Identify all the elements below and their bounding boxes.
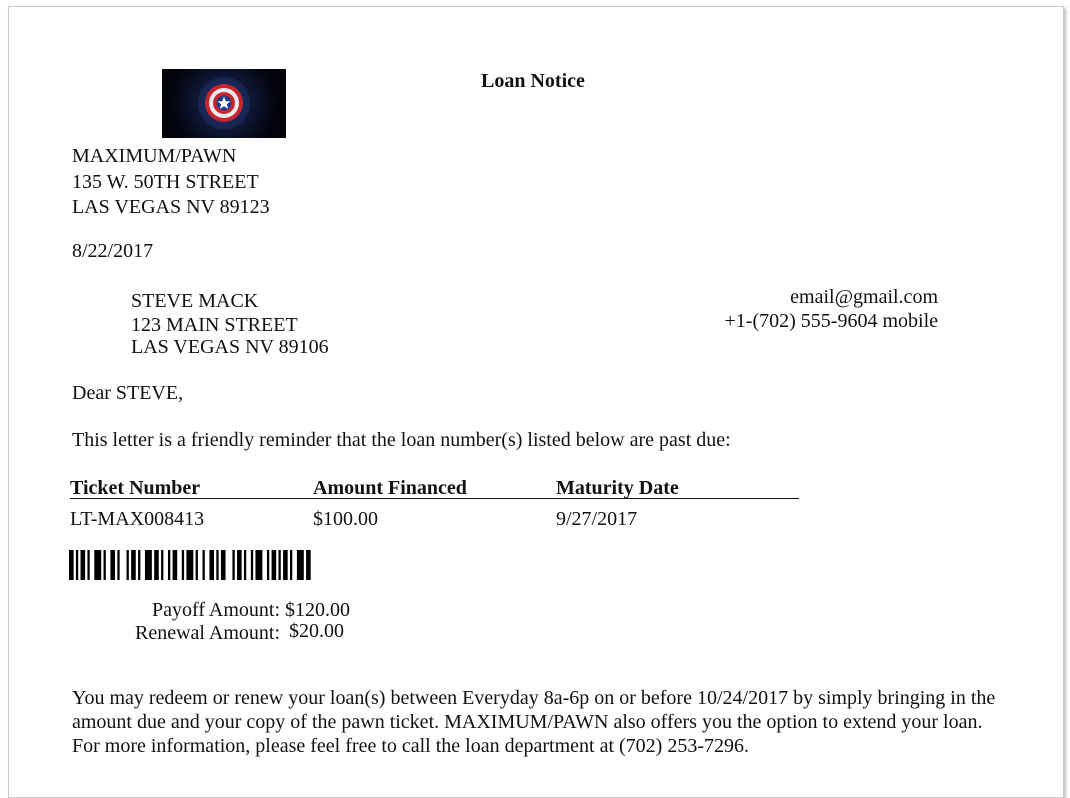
column-header-maturity: Maturity Date: [556, 477, 679, 499]
recipient-address-line1: 123 MAIN STREET: [131, 314, 298, 336]
recipient-phone: +1-(702) 555-9604 mobile: [724, 310, 938, 332]
recipient-name: STEVE MACK: [131, 290, 259, 312]
document-title: Loan Notice: [481, 70, 585, 92]
closing-paragraph: You may redeem or renew your loan(s) between Everyday 8a-6p on or before 10/24/2017 by simply bringing in the amount due and your copy of the pawn ticket. MAXIMUM/PAWN also offers you the option to extend your loan. For more information, please feel free to call the loan department at (702) 253-7296.: [72, 687, 996, 757]
recipient-address-line2: LAS VEGAS NV 89106: [131, 336, 329, 358]
maturity-date-cell: 9/27/2017: [556, 508, 638, 530]
company-address-line1: 135 W. 50TH STREET: [72, 171, 259, 193]
intro-text: This letter is a friendly reminder that the loan number(s) listed below are past due:: [72, 429, 731, 451]
renewal-label: Renewal Amount:: [135, 622, 280, 644]
column-header-amount: Amount Financed: [313, 477, 467, 499]
payoff-label: Payoff Amount:: [152, 599, 280, 621]
amount-financed-cell: $100.00: [313, 508, 378, 530]
letter-date: 8/22/2017: [72, 240, 154, 262]
renewal-value: $20.00: [289, 620, 344, 642]
payoff-value: $120.00: [285, 599, 350, 621]
ticket-number-cell: LT-MAX008413: [70, 508, 205, 530]
salutation: Dear STEVE,: [72, 382, 184, 404]
ticket-barcode: [69, 550, 313, 580]
company-name: MAXIMUM/PAWN: [72, 145, 237, 167]
table-header-rule: [70, 498, 799, 499]
shield-logo-icon: [162, 69, 286, 138]
company-logo: [162, 69, 286, 138]
column-header-ticket: Ticket Number: [70, 477, 201, 499]
recipient-email: email@gmail.com: [790, 286, 938, 308]
company-address-line2: LAS VEGAS NV 89123: [72, 196, 270, 218]
